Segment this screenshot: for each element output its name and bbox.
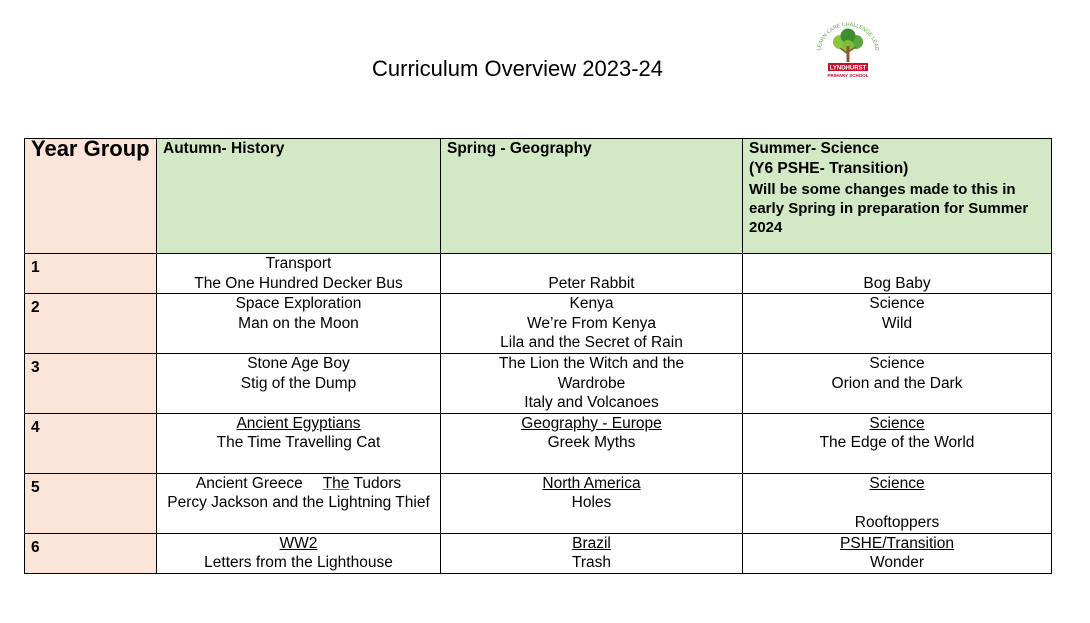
year-cell: 3 <box>25 354 157 414</box>
year-cell: 5 <box>25 473 157 533</box>
logo-name: LYNDHURST <box>829 65 867 72</box>
summer-cell: Science The Edge of the World <box>743 413 1052 473</box>
summer-cell: Science Wild <box>743 294 1052 354</box>
topic-link: WW2 <box>279 534 318 552</box>
year-cell: 2 <box>25 294 157 354</box>
topic-link: PSHE/Transition <box>840 534 954 552</box>
autumn-cell: Ancient Egyptians The Time Travelling Cat <box>157 413 441 473</box>
header-summer-title: Summer- Science <box>749 140 880 157</box>
table-row <box>25 473 1052 533</box>
table-row <box>25 413 1052 473</box>
topic-link: Geography - Europe <box>521 414 662 432</box>
autumn-cell: Space Exploration Man on the Moon <box>157 294 441 354</box>
year-cell: 4 <box>25 413 157 473</box>
table-row <box>25 254 1052 294</box>
autumn-cell: Stone Age Boy Stig of the Dump <box>157 354 441 414</box>
logo-subtitle: PRIMARY SCHOOL <box>827 73 869 78</box>
year-cell: 1 <box>25 254 157 294</box>
spring-cell: Peter Rabbit <box>441 254 743 294</box>
topic-link: Ancient Egyptians <box>236 414 361 432</box>
autumn-cell: Transport The One Hundred Decker Bus <box>157 254 441 294</box>
school-logo <box>810 20 886 84</box>
logo-arc-text: LEARN CARE CHALLENGE LEAD <box>816 21 880 52</box>
topic-link: Brazil <box>572 534 611 552</box>
summer-cell: Science Orion and the Dark <box>743 354 1052 414</box>
autumn-cell: WW2 Letters from the Lighthouse <box>157 533 441 573</box>
spring-cell: The Lion the Witch and the Wardrobe Italy and Volcanoes <box>441 354 743 414</box>
curriculum-table <box>24 138 1052 574</box>
header-summer <box>743 139 1052 254</box>
topic-link: Science <box>869 474 925 492</box>
autumn-cell: Ancient Greece The Tudors Percy Jackson and the Lightning Thief <box>157 473 441 533</box>
header-year: Year Group <box>25 139 157 254</box>
table-row <box>25 354 1052 414</box>
summer-cell: Bog Baby <box>743 254 1052 294</box>
summer-cell: Science Rooftoppers <box>743 473 1052 533</box>
spring-cell: Brazil Trash <box>441 533 743 573</box>
tree-icon <box>833 29 863 63</box>
header-autumn: Autumn- History <box>157 139 441 254</box>
topic-link: Science <box>869 414 925 432</box>
topic-link: North America <box>542 474 641 492</box>
page-title: Curriculum Overview 2023-24 <box>372 56 663 81</box>
header-spring: Spring - Geography <box>441 139 743 254</box>
summer-cell: PSHE/Transition Wonder <box>743 533 1052 573</box>
spring-cell: Kenya We’re From Kenya Lila and the Secret of Rain <box>441 294 743 354</box>
table-row <box>25 533 1052 573</box>
spring-cell: Geography - Europe Greek Myths <box>441 413 743 473</box>
year-cell: 6 <box>25 533 157 573</box>
header-summer-subtitle: (Y6 PSHE- Transition) <box>749 159 909 177</box>
header-summer-note: Will be some changes made to this in early Spring in preparation for Summer 2024 <box>749 181 1029 236</box>
table-row <box>25 294 1052 354</box>
spring-cell: North America Holes <box>441 473 743 533</box>
header-row <box>25 139 1052 254</box>
